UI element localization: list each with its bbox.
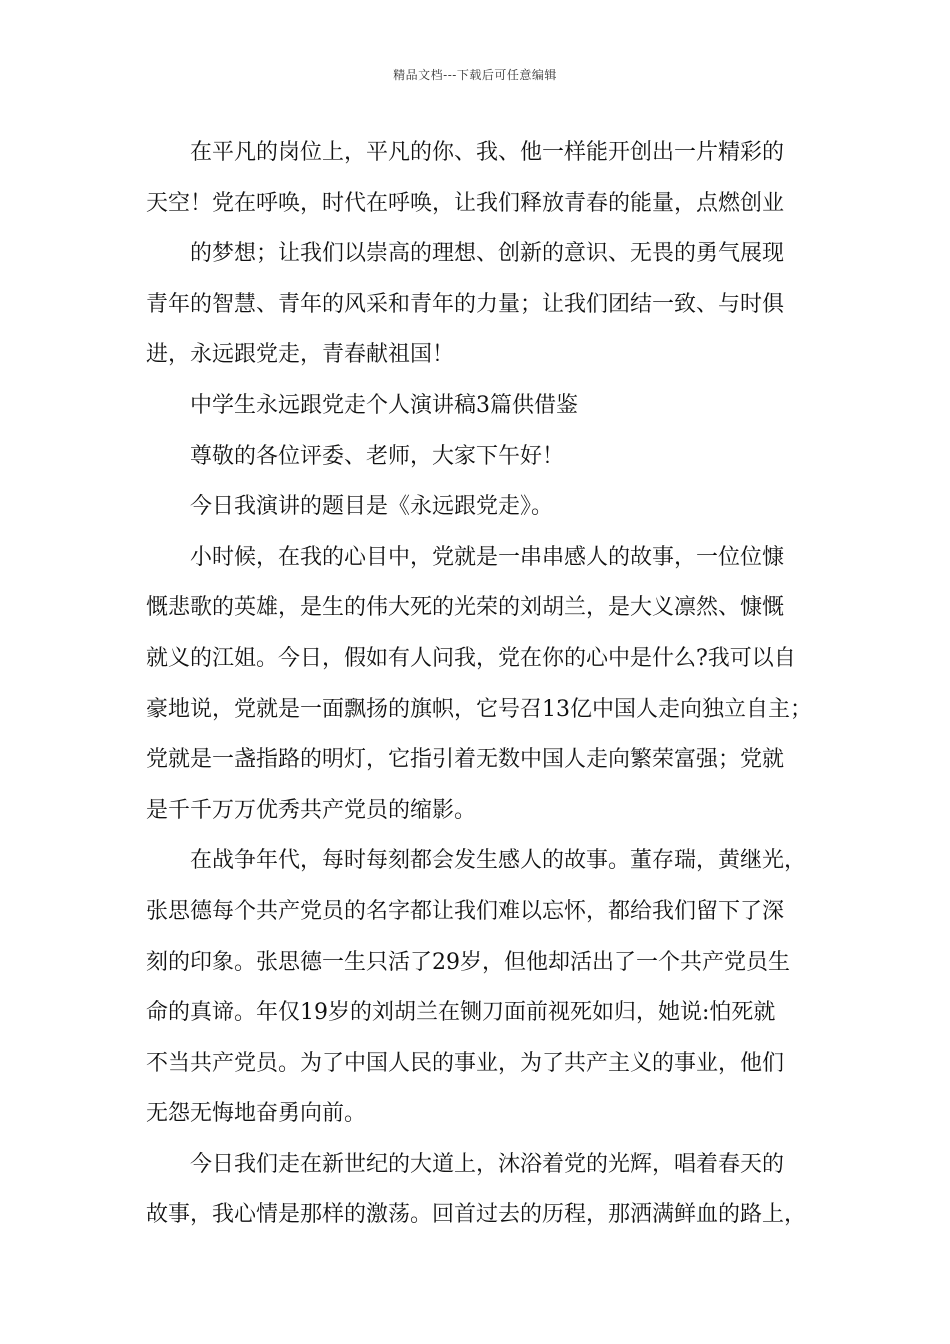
text-line: 慨悲歌的英雄，是生的伟大死的光荣的刘胡兰，是大义凛然、慷慨 bbox=[146, 595, 785, 621]
document-body bbox=[146, 128, 818, 1241]
text-line: 进，永远跟党走，青春献祖国！ bbox=[146, 342, 455, 368]
section-title: 中学生永远跟党走个人演讲稿3篇供借鉴 bbox=[190, 392, 578, 418]
text-line: 青年的智慧、青年的风采和青年的力量；让我们团结一致、与时俱 bbox=[146, 291, 785, 317]
text-line: 是千千万万优秀共产党员的缩影。 bbox=[146, 797, 477, 823]
text-line: 张思德每个共产党员的名字都让我们难以忘怀，都给我们留下了深 bbox=[146, 898, 785, 924]
text-line: 不当共产党员。为了中国人民的事业，为了共产主义的事业，他们 bbox=[146, 1050, 785, 1076]
text-line: 在平凡的岗位上，平凡的你、我、他一样能开创出一片精彩的 bbox=[190, 140, 785, 165]
text-line: 命的真谛。年仅19岁的刘胡兰在铡刀面前视死如归，她说:怕死就 bbox=[146, 1000, 776, 1026]
salutation: 尊敬的各位评委、老师，大家下午好！ bbox=[190, 443, 565, 469]
text-line: 今日我演讲的题目是《永远跟党走》。 bbox=[190, 494, 554, 520]
text-line: 就义的江姐。今日，假如有人问我，党在你的心中是什么?我可以自 bbox=[146, 645, 796, 671]
text-line: 刻的印象。张思德一生只活了29岁，但他却活出了一个共产党员生 bbox=[146, 949, 790, 975]
text-line: 天空！党在呼唤，时代在呼唤，让我们释放青春的能量，点燃创业 bbox=[146, 190, 785, 216]
text-line: 今日我们走在新世纪的大道上，沐浴着党的光辉，唱着春天的 bbox=[190, 1151, 785, 1177]
text-line: 党就是一盏指路的明灯，它指引着无数中国人走向繁荣富强；党就 bbox=[146, 747, 785, 773]
text-line: 无怨无悔地奋勇向前。 bbox=[146, 1101, 367, 1127]
page-header: 精品文档---下载后可任意编辑 bbox=[393, 68, 557, 82]
text-line: 的梦想；让我们以崇高的理想、创新的意识、无畏的勇气展现 bbox=[190, 241, 785, 267]
text-line: 故事，我心情是那样的激荡。回首过去的历程，那洒满鲜血的路上， bbox=[146, 1202, 807, 1228]
text-line: 小时候，在我的心目中，党就是一串串感人的故事，一位位慷 bbox=[190, 544, 785, 570]
text-line: 豪地说，党就是一面飘扬的旗帜，它号召13亿中国人走向独立自主； bbox=[146, 696, 812, 722]
text-line: 在战争年代，每时每刻都会发生感人的故事。董存瑞，黄继光， bbox=[190, 848, 807, 874]
